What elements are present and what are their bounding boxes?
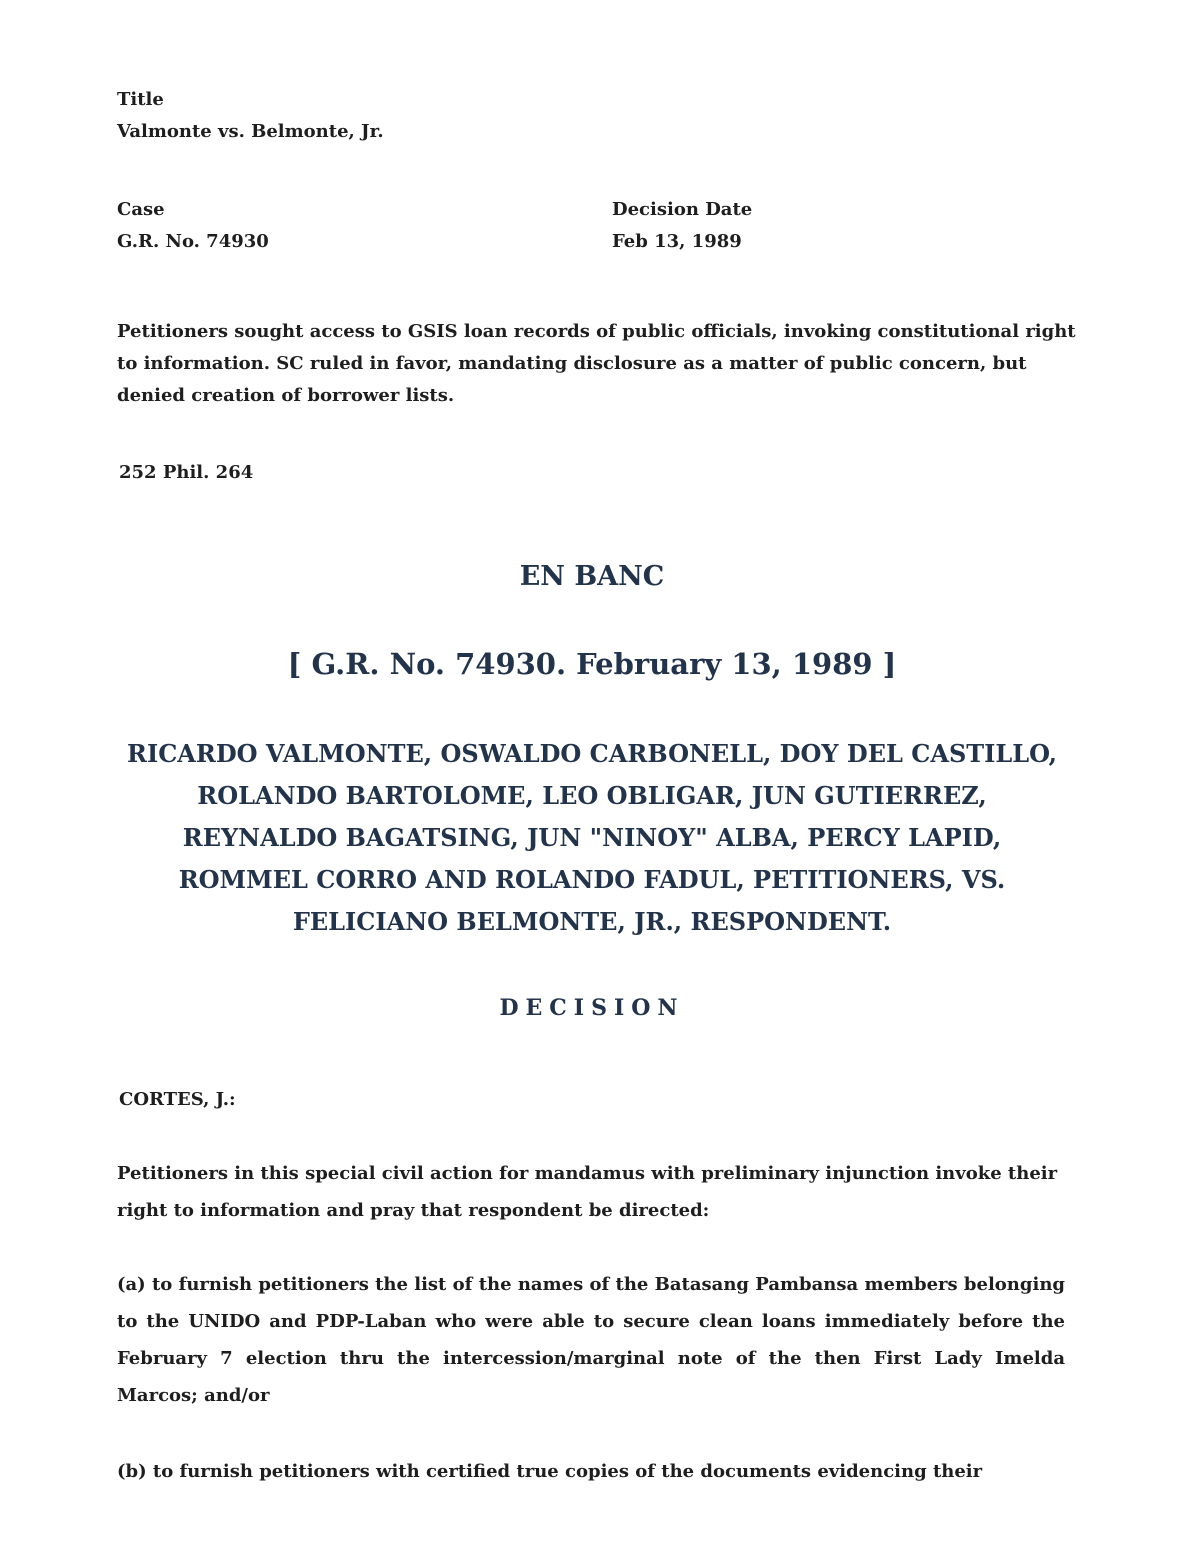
body-paragraph: (a) to furnish petitioners the list of the names of the Batasang Pambansa members belonging to the UNIDO and PDP-Laban who were able to secure clean loans immediately before the February 7 election thru the intercession/marginal note of the then First Lady Imelda Marcos; and/or xyxy=(117,1274,1065,1406)
decision-date-label: Decision Date xyxy=(612,199,753,220)
decision-date-value: Feb 13, 1989 xyxy=(612,231,742,252)
title-field xyxy=(117,84,384,148)
title-label: Title xyxy=(117,89,164,110)
citation: 252 Phil. 264 xyxy=(119,462,254,483)
body-paragraph: Petitioners in this special civil action for mandamus with preliminary injunction invoke their right to information and pray that respondent be directed: xyxy=(117,1163,1058,1221)
body-paragraph: (b) to furnish petitioners with certified true copies of the documents evidencing their xyxy=(117,1461,983,1482)
parties-heading: RICARDO VALMONTE, OSWALDO CARBONELL, DOY DEL CASTILLO, ROLANDO BARTOLOME, LEO OBLIGAR, JUN GUTIERREZ, REYNALDO BAGATSING, JUN "NINOY" ALBA, PERCY LAPID, ROMMEL CORRO AND ROLANDO FADUL, PETITIONERS, VS. FELICIANO BELMONTE, JR., RESPONDENT. xyxy=(127,739,1057,936)
gr-number-heading: [ G.R. No. 74930. February 13, 1989 ] xyxy=(287,647,897,681)
case-value: G.R. No. 74930 xyxy=(117,231,269,252)
case-label: Case xyxy=(117,199,165,220)
decision-date-field xyxy=(612,194,752,258)
case-summary: Petitioners sought access to GSIS loan records of public officials, invoking constitutional right to information. SC ruled in favor, mandating disclosure as a matter of public concern, but denied creation of borrower lists. xyxy=(117,321,1076,406)
ponente: CORTES, J.: xyxy=(119,1089,236,1110)
case-field xyxy=(117,194,269,258)
decision-heading: DECISION xyxy=(499,995,685,1021)
title-value: Valmonte vs. Belmonte, Jr. xyxy=(117,121,384,142)
division-heading: EN BANC xyxy=(519,561,665,592)
